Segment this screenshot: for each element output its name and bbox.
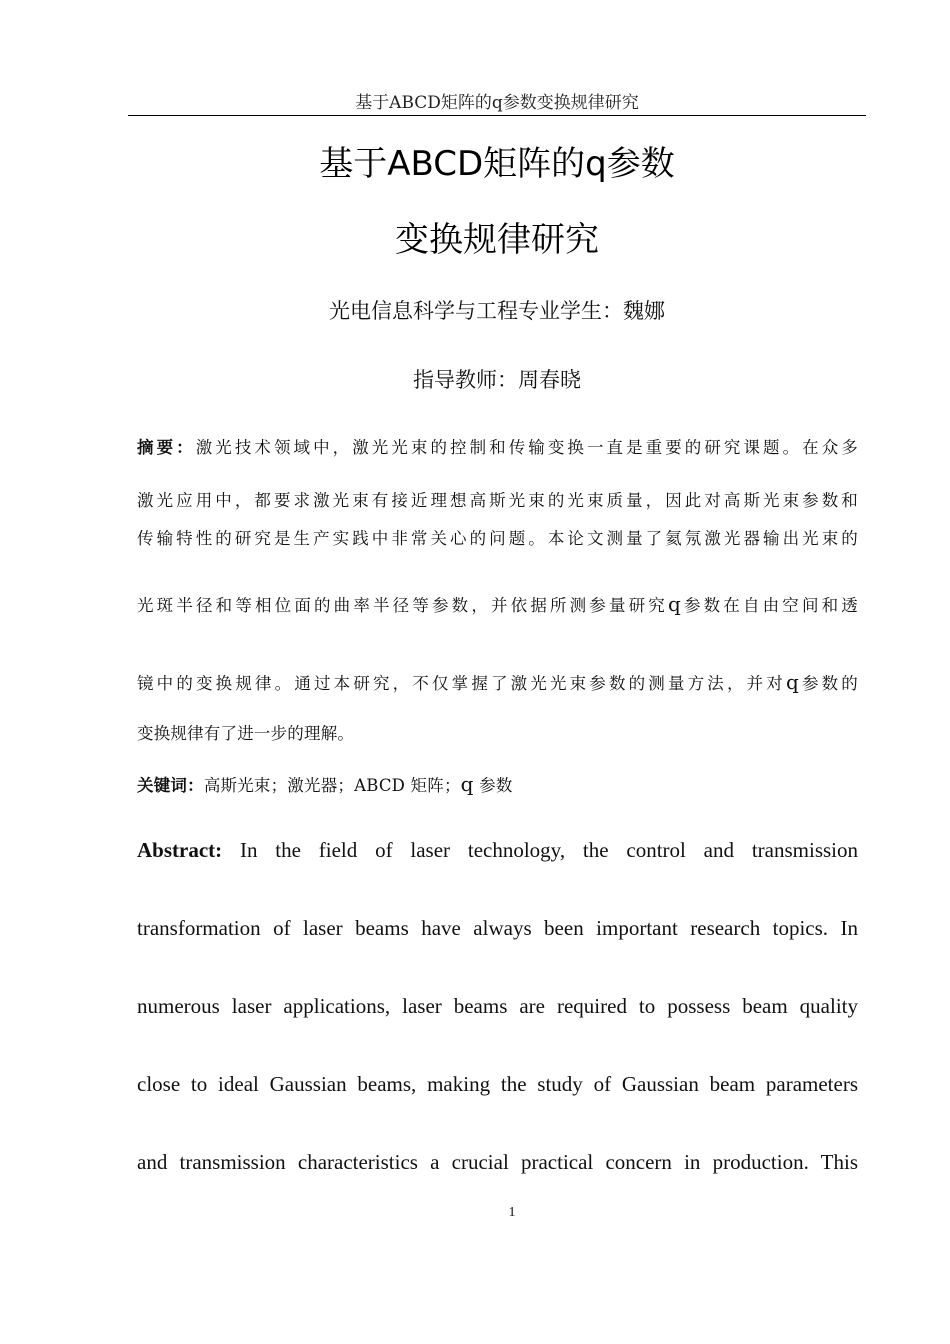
abstract-zh-line-4	[137, 592, 858, 618]
q-symbol: q	[460, 772, 474, 796]
keywords-line	[137, 772, 858, 798]
abstract-zh-line-6: 变换规律有了进一步的理解。	[137, 724, 355, 743]
running-header: 基于ABCD矩阵的q参数变换规律研究	[355, 93, 639, 113]
keywords-text: 高斯光束；激光器；ABCD 矩阵；	[203, 776, 461, 795]
abstract-en-text: In the field of laser technology, the control and transmission	[239, 838, 858, 862]
abstract-en-label: Abstract:	[137, 838, 223, 862]
header-rule	[128, 115, 866, 116]
abstract-zh-line-3: 传输特性的研究是生产实践中非常关心的问题。本论文测量了氦氖激光器输出光束的	[137, 529, 858, 548]
keywords-label: 关键词：	[137, 776, 204, 795]
abstract-zh-line-1	[137, 436, 858, 460]
page-number: 1	[508, 1205, 516, 1220]
q-symbol: q	[785, 670, 799, 694]
title-line-2: 变换规律研究	[395, 220, 599, 260]
abstract-zh-line-5	[137, 670, 858, 696]
advisor-byline: 指导教师：周春晓	[413, 368, 581, 392]
abstract-en-line-5: and transmission characteristics a crucial practical concern in production. This	[137, 1150, 858, 1174]
abstract-zh-text: 镜中的变换规律。通过本研究，不仅掌握了激光光束参数的测量方法，并对	[137, 674, 786, 693]
abstract-en-line-1	[137, 836, 858, 864]
student-byline: 光电信息科学与工程专业学生：魏娜	[329, 299, 665, 323]
title-line-1: 基于ABCD矩阵的q参数	[319, 144, 675, 184]
abstract-en-line-3: numerous laser applications, laser beams are required to possess beam quality	[137, 994, 858, 1018]
abstract-zh-text: 激光技术领域中，激光光束的控制和传输变换一直是重要的研究课题。在众多	[195, 438, 858, 457]
keywords-text: 参数	[473, 776, 513, 795]
q-symbol: q	[667, 592, 681, 616]
abstract-zh-text: 参数在自由空间和透	[681, 596, 858, 615]
abstract-zh-label: 摘要：	[137, 438, 196, 457]
abstract-zh-line-2: 激光应用中，都要求激光束有接近理想高斯光束的光束质量，因此对高斯光束参数和	[137, 491, 858, 510]
abstract-en-line-4: close to ideal Gaussian beams, making the study of Gaussian beam parameters	[137, 1072, 858, 1096]
abstract-zh-text: 光斑半径和等相位面的曲率半径等参数，并依据所测参量研究	[137, 596, 668, 615]
abstract-zh-text: 参数的	[798, 674, 858, 693]
abstract-en-line-2: transformation of laser beams have always been important research topics. In	[137, 916, 858, 940]
